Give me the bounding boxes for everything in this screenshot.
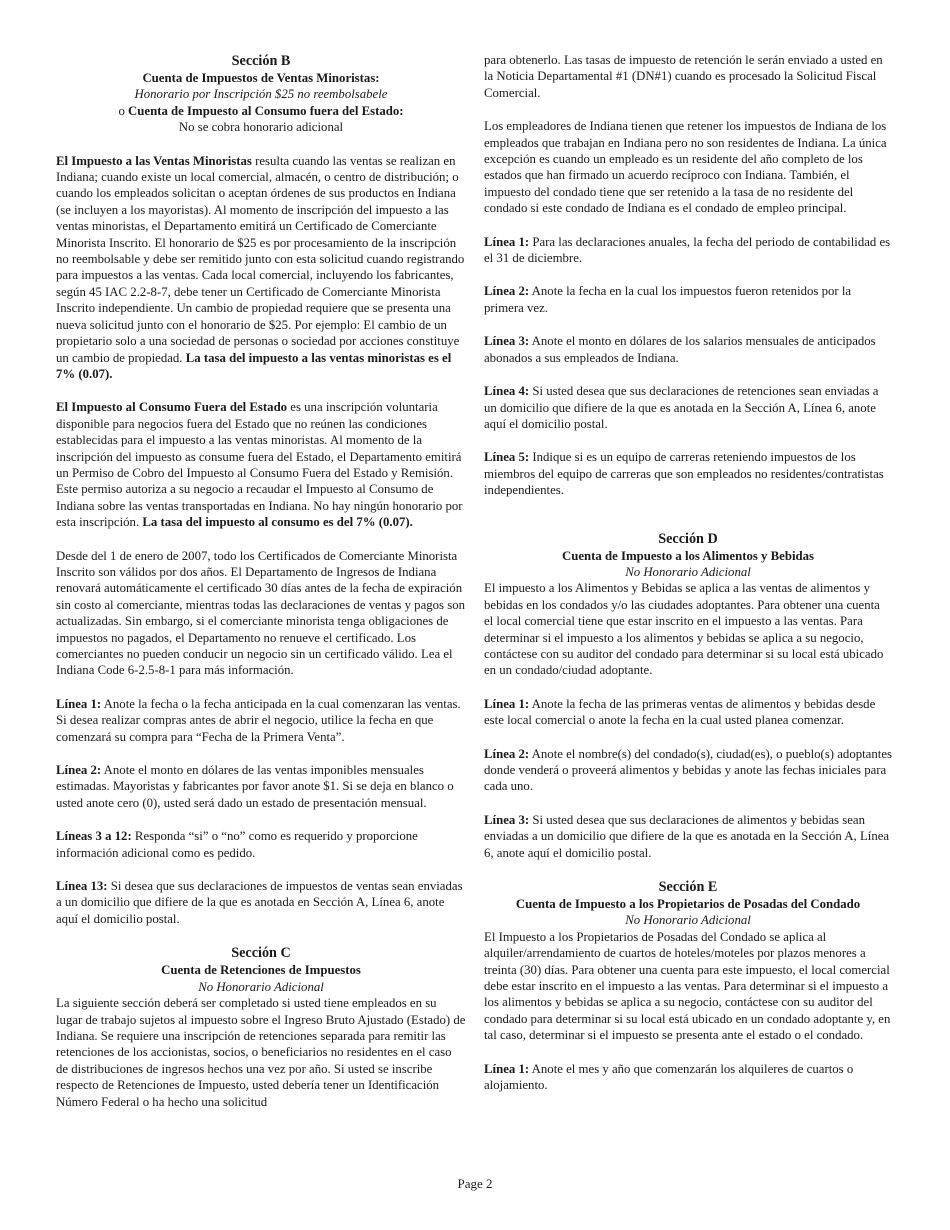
section-b-line-1 [56,696,466,745]
line-label: Línea 1: [484,696,530,711]
section-b-subtitle: Cuenta de Impuestos de Ventas Minoristas: [142,71,380,85]
retail-tax-text: resulta cuando las ventas se realizan en Indiana; cuando existe un local comercial, almacén, o centro de distribución; o cuando los empleados solicitan o aceptan órdenes de sus productos en Indiana (se incluyen a los mayoristas). Al momento de inscripción del impuesto a las ventas minoristas, el Departamento emitirá un Certificado de Comerciante Minorista Inscrito. El honorario de $25 es por procesamiento de la inscripción no reembolsable y debe ser remitido junto con esta solicitud cuando registrando para impuestos a las ventas. Cada local comercial, incluyendo los fabricantes, según 45 IAC 2.2-8-7, debe tener un Certificado de Comerciante Minorista Inscrito independiente. Un cambio de propiedad requiere que se presenta una nueva solicitud junto con el honorario de $25. Por ejemplo: El cambio de un propietario solo a una sociedad de personas o sociedad por acciones constituye un cambio de propiedad. [56,153,465,365]
section-e-subtitle: Cuenta de Impuesto a los Propietarios de Posadas del Condado [515,897,861,912]
line-label: Línea 2: [484,284,530,299]
line-text: Si desea que sus declaraciones de impuestos de ventas sean enviadas a un domicilio que difiere de la que es anotada en Sección A, Línea 6, anote aquí el domicilio postal. [56,879,463,926]
line-text: Si usted desea que sus declaraciones de alimentos y bebidas sean enviadas a un domicilio que difiere de la que es anotada en la Sección A, Línea 6, anote aquí el domicilio postal. [484,812,890,860]
section-d-subtitle: Cuenta de Impuesto a los Alimentos y Bebidas [561,548,815,563]
section-e-title: Sección E [658,879,718,896]
section-d-note: No Honorario Adicional [625,564,751,579]
line-label: Línea 2: [56,763,102,778]
section-b-fee-note: Honorario por Inscripción $25 no reembolsabele [134,87,388,102]
section-d-line-1 [484,696,892,729]
line-label: Línea 5: [484,450,530,465]
section-b-line-13 [56,878,466,927]
section-c-line-4 [484,383,892,432]
section-b-title: Sección B [231,53,291,69]
section-d-title: Sección D [658,530,718,547]
section-c-line-5 [484,449,892,498]
section-b-lines-3-12 [56,828,466,861]
section-b-alt-title: Cuenta de Impuesto al Consumo fuera del Estado: [128,103,404,118]
section-b-alt-heading [56,103,466,119]
line-text: Anote el nombre(s) del condado(s), ciudad(es), o pueblo(s) adoptantes donde venderá o proveerá alimentos y bebidas y anote las fechas iniciales para cada uno. [484,746,892,794]
line-label: Línea 3: [484,812,530,827]
out-of-state-text: es una inscripción voluntaria disponible para negocios fuera del Estado que no reúnen las condiciones establecidas para el impuesto a las ventas minoristas. Al momento de la inscripción del impuesto as consume fuera del Estado, el Departamento emitirá un Permiso de Cobro del Impuesto al Consumo Fuera del Estado y Remisión. Este permiso autoriza a su negocio a recaudar el Impuesto al Consumo de Indiana sobre las ventas transportadas en Indiana. No hay ningún honorario por esta inscripción. [56,400,463,530]
section-c-line-1 [484,234,892,267]
employers-paragraph: Los empleadores de Indiana tienen que retener los impuestos de Indiana de los empleados que trabajan en Indiana pero no son residentes de Indiana. La única excepción es cuando un empleado es un residente del año completo de los estados que han firmado un acuerdo recíproco con Indiana. También, el impuesto del condado tiene que ser retenido a la tasa de no residente del condado si este condado de Indiana es el condado de empleo principal. [484,119,887,216]
alt-prefix: o [118,103,129,118]
line-text: Indique si es un equipo de carreras reteniendo impuestos de los miembros del equipo de carreras que son empleados no residentes/contratistas independientes. [484,450,884,498]
section-e-line-1 [484,1061,892,1094]
page-number: Page 2 [457,1176,493,1191]
retail-tax-rate: La tasa del impuesto a las ventas minoristas es el 7% (0.07). [56,350,452,381]
line-label: Línea 3: [484,334,530,349]
section-d-line-3 [484,812,892,861]
section-d-paragraph: El impuesto a los Alimentos y Bebidas se aplica a las ventas de alimentos y bebidas en los condados y/o las ciudades adoptantes. Para obtener una cuenta el local comercial tiene que estar inscrito en el impuesto a las ventas. Para determinar si el impuesto a los alimentos y bebidas se aplica a su negocio, contáctese con su auditor del condado para determinar si su local está ubicado en un condado/ciudad adoptante. [484,581,884,678]
section-c-line-2 [484,283,892,316]
section-c-note: No Honorario Adicional [198,979,324,994]
line-label: Líneas 3 a 12: [56,829,132,844]
section-c-title: Sección C [231,945,291,962]
line-text: Anote la fecha de las primeras ventas de alimentos y bebidas desde este local comercial o anote la fecha en la cual usted planea comenzar. [484,696,876,728]
line-label: Línea 1: [484,234,530,249]
line-text: Para las declaraciones anuales, la fecha del periodo de contabilidad es el 31 de diciembre. [484,234,891,266]
line-label: Línea 1: [56,696,102,711]
section-c-paragraph: La siguiente sección deberá ser completado si usted tiene empleados en su lugar de trabajo sujetos al impuesto sobre el Ingreso Bruto Ajustado (Estado) de Indiana. Se requiere una inscripción de retenciones separada para remitir las retenciones de los accionistas, socios, o beneficiarios no residentes en el caso de distribuciones de ingresos hechos una vez por año. Si usted se inscribe respecto de Retenciones de Impuesto, usted debería tener un Identificación Número Federal o ha hecho una solicitud [56,996,466,1109]
line-text: Responda “si” o “no” como es requerido y proporcione información adicional como es pedido. [56,829,418,860]
line-label: Línea 4: [484,384,530,399]
line-label: Línea 1: [484,1061,530,1076]
section-d-line-2 [484,746,892,795]
line-text: Anote la fecha o la fecha anticipada en la cual comenzaran las ventas. Si desea realizar compras antes de abrir el negocio, utilice la fecha en que comenzará su compra para “Fecha de la Primera Venta”. [56,696,461,744]
retail-tax-term: El Impuesto a las Ventas Minoristas [56,153,252,168]
out-of-state-paragraph [56,399,466,530]
right-column [484,52,892,1111]
line-text: Anote el mes y año que comenzarán los alquileres de cuartos o alojamiento. [484,1061,854,1093]
retail-tax-paragraph [56,153,466,383]
out-of-state-term: El Impuesto al Consumo Fuera del Estado [56,400,288,415]
out-of-state-rate: La tasa del impuesto al consumo es del 7% (0.07). [142,515,413,530]
certificate-paragraph: Desde del 1 de enero de 2007, todo los Certificados de Comerciante Minorista Inscrito son válidos por dos años. El Departamento de Ingresos de Indiana renovará automáticamente el certificado 30 días antes de la fecha de expiración sin costo al comerciante, mientras todas las declaraciones de ventas y pagos son actualizadas. Sin embargo, si el comerciante minorista tenga obligaciones de impuestos no pagados, el Departamento no renueve el certificado. Los comerciantes no pueden conducir un negocio sin un certificado válido. Lea el Indiana Code 6-2.5-8-1 para más información. [56,548,466,678]
section-c-line-3 [484,333,892,366]
line-text: Anote el monto en dólares de los salarios mensuales de anticipados abonados a sus empleados de Indiana. [484,334,876,365]
section-b-alt-note: No se cobra honorario adicional [178,120,344,135]
line-label: Línea 2: [484,746,530,761]
line-label: Línea 13: [56,879,108,894]
section-b-line-2 [56,762,466,811]
section-e-note: No Honorario Adicional [625,913,751,928]
section-e-paragraph: El Impuesto a los Propietarios de Posadas del Condado se aplica al alquiler/arrendamiento de cuartos de hoteles/moteles por plazos menores a treinta (30) días. Para obtener una cuenta para este impuesto, el local comercial debe estar inscrito en el impuesto a las ventas. Para determinar si el impuesto a los alimentos y bebidas se aplica a su negocio, contáctese con su auditor del condado para determinar si su local está ubicado en un condado adoptante y, en tal caso, determinar si el impuesto se presenta ante el estado o el condado. [484,929,891,1043]
left-column [56,52,466,1127]
line-text: Anote la fecha en la cual los impuestos fueron retenidos por la primera vez. [484,284,852,315]
section-c-continued-paragraph: para obtenerlo. Las tasas de impuesto de retención le serán enviado a usted en la Noticia Departamental #1 (DN#1) cuando es procesado la Solicitud Fiscal Comercial. [484,53,883,100]
section-gap [484,516,892,530]
section-c-subtitle: Cuenta de Retenciones de Impuestos [161,963,361,978]
line-text: Anote el monto en dólares de las ventas imponibles mensuales estimadas. Mayoristas y fabricantes por favor anote $1. Si se deja en blanco o usted anote cero (0), usted será dado un estado de presentación mensual. [56,763,454,810]
line-text: Si usted desea que sus declaraciones de retenciones sean enviadas a un domicilio que difiere de la que es anotada en la Sección A, Línea 6, anote aquí el domicilio postal. [484,384,879,431]
